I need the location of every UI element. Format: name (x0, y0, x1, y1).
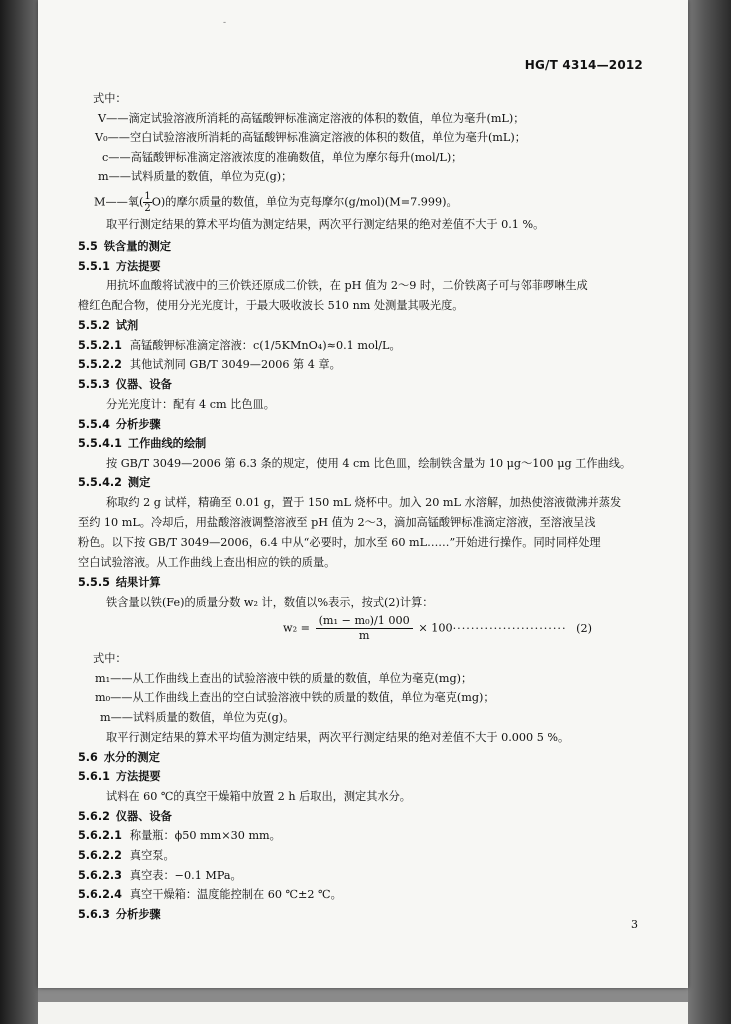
section-heading: 5.5.5 结果计算 (78, 576, 161, 589)
molar-mass-pre: M——氧( (94, 195, 144, 209)
average-rule: 取平行测定结果的算术平均值为测定结果，两次平行测定结果的绝对差值不大于 0.1 %。 (106, 218, 545, 231)
next-page-edge (38, 1002, 688, 1024)
clause-line: 5.6.2.4 真空干燥箱：温度能控制在 60 ℃±2 ℃。 (78, 888, 342, 901)
clause-line: 5.6.2.1 称量瓶：ϕ50 mm×30 mm。 (78, 829, 281, 842)
paragraph-line: 粉色。以下按 GB/T 3049—2006，6.4 中从“必要时，加水至 60 mL……”开始进行操作。同时同样处理 (78, 536, 601, 549)
average-rule: 取平行测定结果的算术平均值为测定结果，两次平行测定结果的绝对差值不大于 0.000 5 %。 (106, 731, 570, 744)
where-label: 式中： (93, 652, 127, 665)
formula-number: (2) (576, 621, 592, 635)
section-heading: 5.5.4 分析步骤 (78, 418, 161, 431)
half-fraction (143, 191, 151, 214)
section-heading: 5.5.2 试剂 (78, 319, 139, 332)
section-heading: 5.5.4.2 测定 (78, 476, 151, 489)
page-gap (38, 988, 688, 1002)
section-heading: 5.5.4.1 工作曲线的绘制 (78, 437, 207, 450)
paragraph-line: 称取约 2 g 试样，精确至 0.01 g，置于 150 mL 烧杯中。加入 20 mL 水溶解，加热使溶液微沸并蒸发 (106, 496, 622, 509)
paragraph-line: 试料在 60 ℃的真空干燥箱中放置 2 h 后取出，测定其水分。 (106, 790, 411, 803)
var-line: m——试料质量的数值，单位为克(g)； (98, 170, 293, 183)
document-page (38, 0, 688, 988)
formula-tail: × 100 (418, 621, 453, 635)
clause-line: 5.6.2.2 真空泵。 (78, 849, 175, 862)
section-heading: 5.6.3 分析步骤 (78, 908, 161, 921)
var-line: m₁——从工作曲线上查出的试验溶液中铁的质量的数值，单位为毫克(mg)； (95, 672, 473, 685)
section-heading: 5.6 水分的测定 (78, 751, 160, 764)
var-line: m——试料质量的数值，单位为克(g)。 (100, 711, 295, 724)
formula-lhs: w₂ = (283, 621, 310, 635)
paragraph-line: 铁含量以铁(Fe)的质量分数 w₂ 计，数值以%表示，按式(2)计算： (106, 596, 434, 609)
paragraph-line: 空白试验溶液。从工作曲线上查出相应的铁的质量。 (78, 556, 336, 569)
paragraph-line: 用抗坏血酸将试液中的三价铁还原成二价铁，在 pH 值为 2～9 时，二价铁离子可与邻菲啰啉生成 (106, 279, 588, 292)
formula-leader-dots: ························· (452, 621, 567, 635)
scanner-border-right (688, 0, 731, 1024)
molar-mass-line (94, 191, 458, 214)
paragraph-line: 至约 10 mL。冷却后，用盐酸溶液调整溶液至 pH 值为 2～3，滴加高锰酸钾标准滴定溶液，至溶液呈浅 (78, 516, 596, 529)
formula-numerator: (m₁ − m₀)/1 000 (316, 614, 413, 629)
formula-denominator: m (358, 629, 370, 642)
page-number: 3 (631, 918, 638, 931)
formula-fraction (316, 614, 413, 643)
half-fraction-top: 1 (144, 191, 151, 202)
var-line: V₀——空白试验溶液所消耗的高锰酸钾标准滴定溶液的体积的数值，单位为毫升(mL)； (95, 131, 526, 144)
molar-mass-post: O)的摩尔质量的数值，单位为克每摩尔(g/mol)(M=7.999)。 (151, 195, 458, 209)
standard-code: HG/T 4314—2012 (524, 58, 643, 72)
where-label: 式中： (93, 92, 127, 105)
section-heading: 5.6.1 方法提要 (78, 770, 161, 783)
paragraph-line: 按 GB/T 3049—2006 第 6.3 条的规定，使用 4 cm 比色皿，绘制铁含量为 10 μg～100 μg 工作曲线。 (106, 457, 632, 470)
var-line: m₀——从工作曲线上查出的空白试验溶液中铁的质量的数值，单位为毫克(mg)； (95, 691, 495, 704)
section-heading: 5.5 铁含量的测定 (78, 240, 171, 253)
formula-2 (283, 614, 592, 643)
paragraph-line: 分光光度计：配有 4 cm 比色皿。 (106, 398, 275, 411)
clause-line: 5.5.2.2 其他试剂同 GB/T 3049—2006 第 4 章。 (78, 358, 341, 371)
paragraph-line: 橙红色配合物，使用分光光度计，于最大吸收波长 510 nm 处测量其吸光度。 (78, 299, 464, 312)
section-heading: 5.6.2 仪器、设备 (78, 810, 172, 823)
section-heading: 5.5.3 仪器、设备 (78, 378, 172, 391)
scan-speck: - (223, 18, 227, 28)
var-line: V——滴定试验溶液所消耗的高锰酸钾标准滴定溶液的体积的数值，单位为毫升(mL)； (98, 112, 525, 125)
half-fraction-bottom: 2 (144, 203, 151, 214)
clause-line: 5.6.2.3 真空表：−0.1 MPa。 (78, 869, 242, 882)
clause-line: 5.5.2.1 高锰酸钾标准滴定溶液：c(1/5KMnO₄)≈0.1 mol/L。 (78, 339, 401, 352)
scanner-border-left (0, 0, 38, 1024)
section-heading: 5.5.1 方法提要 (78, 260, 161, 273)
var-line: c——高锰酸钾标准滴定溶液浓度的准确数值，单位为摩尔每升(mol/L)； (102, 151, 463, 164)
